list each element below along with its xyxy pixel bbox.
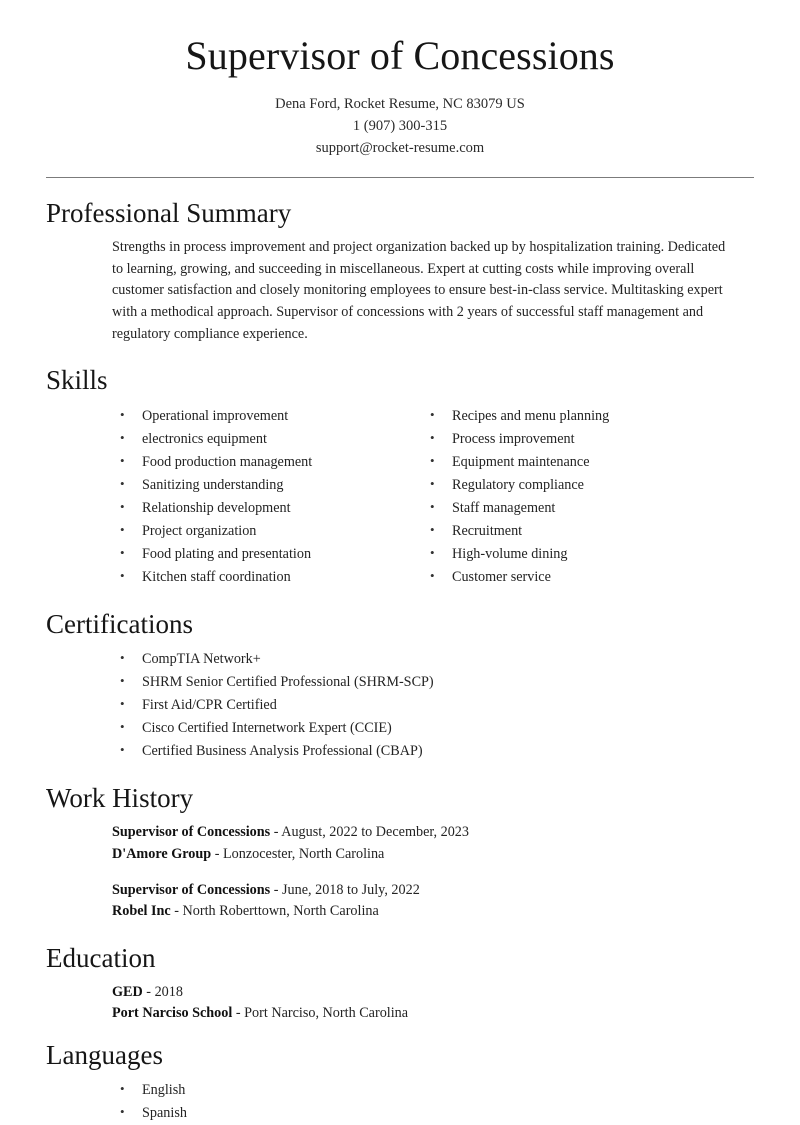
list-item: • Sanitizing understanding [130, 474, 400, 497]
list-item: • Operational improvement [130, 405, 400, 428]
certifications-list [46, 648, 754, 763]
entry-company-line [112, 901, 754, 922]
header-divider [46, 177, 754, 178]
list-item: • First Aid/CPR Certified [130, 694, 754, 717]
list-item: • English [130, 1079, 754, 1102]
entry-title-line [112, 880, 754, 901]
contact-block [46, 93, 754, 159]
list-item: • CompTIA Network+ [130, 648, 754, 671]
list-item: • Cisco Certified Internetwork Expert (CCIE) [130, 717, 754, 740]
entry-school-line [112, 1003, 754, 1024]
section-education [46, 942, 754, 1025]
list-item: • Project organization [130, 520, 400, 543]
skills-list-left [46, 405, 400, 589]
professional-summary-text: Strengths in process improvement and project organization backed up by hospitalization training. Dedicated to learning, growing, and succeeding in miscellaneous. Expert at cutting costs while improving overall customer satisfaction and closely monitoring employees to ensure best-in-class service. Multitasking expert with a methodical approach. Supervisor of concessions with 2 years of successful staff management and regulatory compliance experience. [112, 239, 726, 342]
list-item: • Customer service [440, 566, 754, 589]
resume-header [46, 34, 754, 178]
skills-columns [46, 405, 754, 589]
education-entries [112, 982, 754, 1025]
entry-degree-line [112, 982, 754, 1003]
skills-list-right [400, 405, 754, 589]
section-heading-certifications: Certifications [46, 608, 193, 639]
list-item: • Relationship development [130, 497, 400, 520]
section-professional-summary [46, 197, 754, 345]
list-item: • Regulatory compliance [440, 474, 754, 497]
list-item: • Equipment maintenance [440, 451, 754, 474]
skills-column-right [400, 405, 754, 589]
section-heading-work-history: Work History [46, 782, 194, 813]
section-heading-skills: Skills [46, 365, 108, 396]
section-work-history [46, 782, 754, 923]
company-name: D'Amore Group [112, 845, 212, 862]
degree-name: GED [112, 983, 143, 1000]
contact-email: support@rocket-resume.com [315, 139, 485, 156]
section-languages [46, 1039, 754, 1125]
work-history-entries [112, 822, 754, 922]
work-history-entry [112, 822, 754, 865]
languages-list [46, 1079, 754, 1125]
education-entry [112, 982, 754, 1025]
job-title: Supervisor of Concessions [112, 824, 271, 841]
list-item: • Certified Business Analysis Professional (CBAP) [130, 740, 754, 763]
degree-dates: - 2018 [142, 983, 183, 1000]
company-name: Robel Inc [112, 903, 171, 920]
section-heading-education: Education [46, 942, 156, 973]
section-skills [46, 364, 754, 588]
section-heading-professional-summary: Professional Summary [46, 197, 292, 228]
list-item: • High-volume dining [440, 543, 754, 566]
school-name: Port Narciso School [112, 1005, 233, 1022]
list-item: • Kitchen staff coordination [130, 566, 400, 589]
skills-column-left [46, 405, 400, 589]
job-title: Supervisor of Concessions [112, 881, 271, 898]
list-item: • Food plating and presentation [130, 543, 400, 566]
section-heading-languages: Languages [46, 1039, 163, 1070]
list-item: • Food production management [130, 451, 400, 474]
entry-company-line [112, 844, 754, 865]
page-title: Supervisor of Concessions [185, 33, 615, 78]
list-item: • Staff management [440, 497, 754, 520]
contact-phone: 1 (907) 300-315 [352, 117, 448, 134]
list-item: • Spanish [130, 1102, 754, 1125]
job-dates: - June, 2018 to July, 2022 [270, 881, 420, 898]
list-item: • Recruitment [440, 520, 754, 543]
list-item: • Process improvement [440, 428, 754, 451]
list-item: • SHRM Senior Certified Professional (SHRM-SCP) [130, 671, 754, 694]
list-item: • Recipes and menu planning [440, 405, 754, 428]
company-location: - North Roberttown, North Carolina [170, 903, 379, 920]
entry-title-line [112, 822, 754, 843]
company-location: - Lonzocester, North Carolina [211, 845, 385, 862]
job-dates: - August, 2022 to December, 2023 [270, 824, 469, 841]
school-location: - Port Narciso, North Carolina [232, 1005, 409, 1022]
section-certifications [46, 608, 754, 763]
work-history-entry [112, 880, 754, 923]
contact-address: Dena Ford, Rocket Resume, NC 83079 US [275, 95, 525, 112]
list-item: • electronics equipment [130, 428, 400, 451]
